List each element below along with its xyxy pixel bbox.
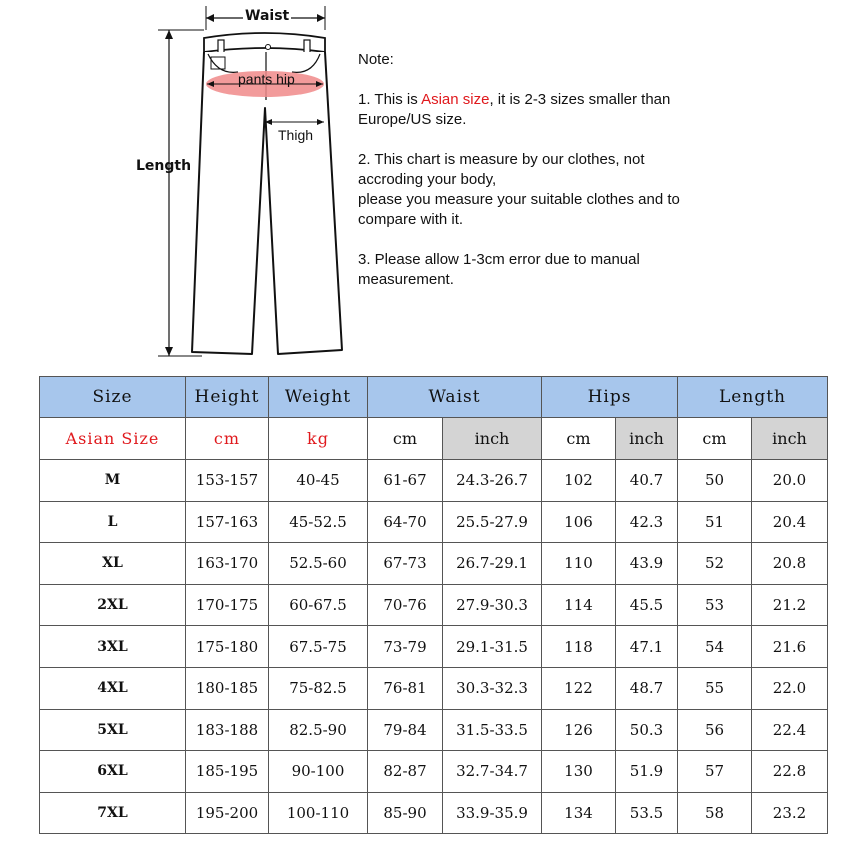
cell-hips-cm: 114: [542, 584, 616, 626]
cell-hips-in: 40.7: [616, 460, 678, 502]
cell-hips-in: 42.3: [616, 501, 678, 543]
cell-hips-cm: 118: [542, 626, 616, 668]
cell-weight: 45-52.5: [269, 501, 368, 543]
table-row: [40, 584, 828, 626]
note-3-line-2: measurement.: [358, 271, 454, 288]
cell-hips-in: 53.5: [616, 792, 678, 834]
cell-waist-in: 33.9-35.9: [443, 792, 542, 834]
note-1-suffix: , it is 2-3 sizes smaller than: [489, 91, 671, 108]
cell-hips-cm: 130: [542, 751, 616, 793]
cell-len-cm: 57: [678, 751, 752, 793]
cell-len-in: 21.2: [752, 584, 828, 626]
table-row: [40, 751, 828, 793]
cell-waist-cm: 64-70: [368, 501, 443, 543]
cell-hips-cm: 106: [542, 501, 616, 543]
note-2-line-4: compare with it.: [358, 211, 464, 228]
cell-hips-in: 45.5: [616, 584, 678, 626]
table-row: [40, 626, 828, 668]
cell-hips-in: 51.9: [616, 751, 678, 793]
cell-hips-in: 47.1: [616, 626, 678, 668]
cell-height: 157-163: [186, 501, 269, 543]
cell-height: 175-180: [186, 626, 269, 668]
cell-weight: 82.5-90: [269, 709, 368, 751]
cell-len-in: 20.8: [752, 543, 828, 585]
cell-waist-in: 29.1-31.5: [443, 626, 542, 668]
unit-length-cm: cm: [678, 418, 752, 460]
note-3-line-1: 3. Please allow 1-3cm error due to manual: [358, 251, 640, 268]
pants-diagram: [120, 0, 360, 365]
cell-weight: 75-82.5: [269, 667, 368, 709]
table-row: [40, 667, 828, 709]
note-2-line-1: 2. This chart is measure by our clothes, not: [358, 151, 645, 168]
cell-hips-cm: 134: [542, 792, 616, 834]
cell-len-cm: 54: [678, 626, 752, 668]
cell-hips-in: 43.9: [616, 543, 678, 585]
notes-section: [358, 50, 828, 310]
note-1-prefix: 1. This is: [358, 91, 422, 108]
length-label: Length: [136, 158, 192, 174]
cell-hips-cm: 122: [542, 667, 616, 709]
thigh-label: Thigh: [278, 127, 314, 143]
cell-waist-cm: 70-76: [368, 584, 443, 626]
cell-height: 153-157: [186, 460, 269, 502]
table-row: [40, 501, 828, 543]
cell-waist-in: 26.7-29.1: [443, 543, 542, 585]
note-1: [358, 90, 828, 130]
cell-waist-in: 32.7-34.7: [443, 751, 542, 793]
cell-len-in: 22.8: [752, 751, 828, 793]
cell-hips-cm: 126: [542, 709, 616, 751]
note-2-line-3: please you measure your suitable clothes and to: [358, 191, 680, 208]
cell-waist-cm: 82-87: [368, 751, 443, 793]
unit-waist-cm: cm: [368, 418, 443, 460]
cell-height: 195-200: [186, 792, 269, 834]
note-2: [358, 150, 828, 230]
header-waist: Waist: [368, 377, 542, 418]
cell-len-cm: 55: [678, 667, 752, 709]
waist-label: Waist: [245, 8, 290, 24]
cell-size: 6XL: [40, 751, 186, 793]
cell-weight: 67.5-75: [269, 626, 368, 668]
cell-size: XL: [40, 543, 186, 585]
cell-height: 185-195: [186, 751, 269, 793]
cell-waist-in: 31.5-33.5: [443, 709, 542, 751]
unit-asian-size: Asian Size: [40, 418, 186, 460]
cell-waist-in: 27.9-30.3: [443, 584, 542, 626]
note-3: [358, 250, 828, 290]
cell-len-cm: 56: [678, 709, 752, 751]
hip-label: pants hip: [238, 71, 295, 87]
cell-size: 7XL: [40, 792, 186, 834]
cell-len-in: 20.4: [752, 501, 828, 543]
cell-size: 3XL: [40, 626, 186, 668]
cell-hips-in: 48.7: [616, 667, 678, 709]
cell-waist-cm: 67-73: [368, 543, 443, 585]
unit-weight: kg: [269, 418, 368, 460]
cell-weight: 52.5-60: [269, 543, 368, 585]
cell-weight: 60-67.5: [269, 584, 368, 626]
cell-len-cm: 52: [678, 543, 752, 585]
cell-size: 5XL: [40, 709, 186, 751]
cell-hips-cm: 102: [542, 460, 616, 502]
header-hips: Hips: [542, 377, 678, 418]
table-row: [40, 460, 828, 502]
cell-size: M: [40, 460, 186, 502]
cell-len-in: 21.6: [752, 626, 828, 668]
cell-waist-cm: 79-84: [368, 709, 443, 751]
unit-height: cm: [186, 418, 269, 460]
header-row: [40, 377, 828, 418]
cell-len-in: 22.4: [752, 709, 828, 751]
cell-waist-cm: 76-81: [368, 667, 443, 709]
cell-height: 170-175: [186, 584, 269, 626]
cell-len-in: 23.2: [752, 792, 828, 834]
pants-illustration: [120, 0, 360, 365]
header-size: Size: [40, 377, 186, 418]
cell-hips-cm: 110: [542, 543, 616, 585]
header-height: Height: [186, 377, 269, 418]
cell-height: 183-188: [186, 709, 269, 751]
unit-length-inch: inch: [752, 418, 828, 460]
header-length: Length: [678, 377, 828, 418]
note-1-asian-size: Asian size: [421, 91, 490, 108]
cell-size: L: [40, 501, 186, 543]
cell-height: 163-170: [186, 543, 269, 585]
unit-hips-cm: cm: [542, 418, 616, 460]
cell-waist-in: 25.5-27.9: [443, 501, 542, 543]
notes-title: Note:: [358, 51, 394, 68]
cell-waist-in: 30.3-32.3: [443, 667, 542, 709]
note-2-line-2: accroding your body,: [358, 171, 497, 188]
cell-len-cm: 51: [678, 501, 752, 543]
size-rows: [40, 460, 828, 834]
table-row: [40, 709, 828, 751]
header-weight: Weight: [269, 377, 368, 418]
cell-weight: 100-110: [269, 792, 368, 834]
cell-len-cm: 58: [678, 792, 752, 834]
cell-len-in: 20.0: [752, 460, 828, 502]
cell-weight: 90-100: [269, 751, 368, 793]
cell-waist-in: 24.3-26.7: [443, 460, 542, 502]
cell-weight: 40-45: [269, 460, 368, 502]
cell-waist-cm: 61-67: [368, 460, 443, 502]
cell-height: 180-185: [186, 667, 269, 709]
size-chart-table: [39, 376, 828, 834]
note-1-line-2: Europe/US size.: [358, 111, 467, 128]
units-row: [40, 418, 828, 460]
cell-waist-cm: 85-90: [368, 792, 443, 834]
table-row: [40, 792, 828, 834]
cell-size: 2XL: [40, 584, 186, 626]
table-row: [40, 543, 828, 585]
cell-waist-cm: 73-79: [368, 626, 443, 668]
cell-len-cm: 53: [678, 584, 752, 626]
cell-hips-in: 50.3: [616, 709, 678, 751]
unit-waist-inch: inch: [443, 418, 542, 460]
cell-len-cm: 50: [678, 460, 752, 502]
cell-size: 4XL: [40, 667, 186, 709]
cell-len-in: 22.0: [752, 667, 828, 709]
unit-hips-inch: inch: [616, 418, 678, 460]
